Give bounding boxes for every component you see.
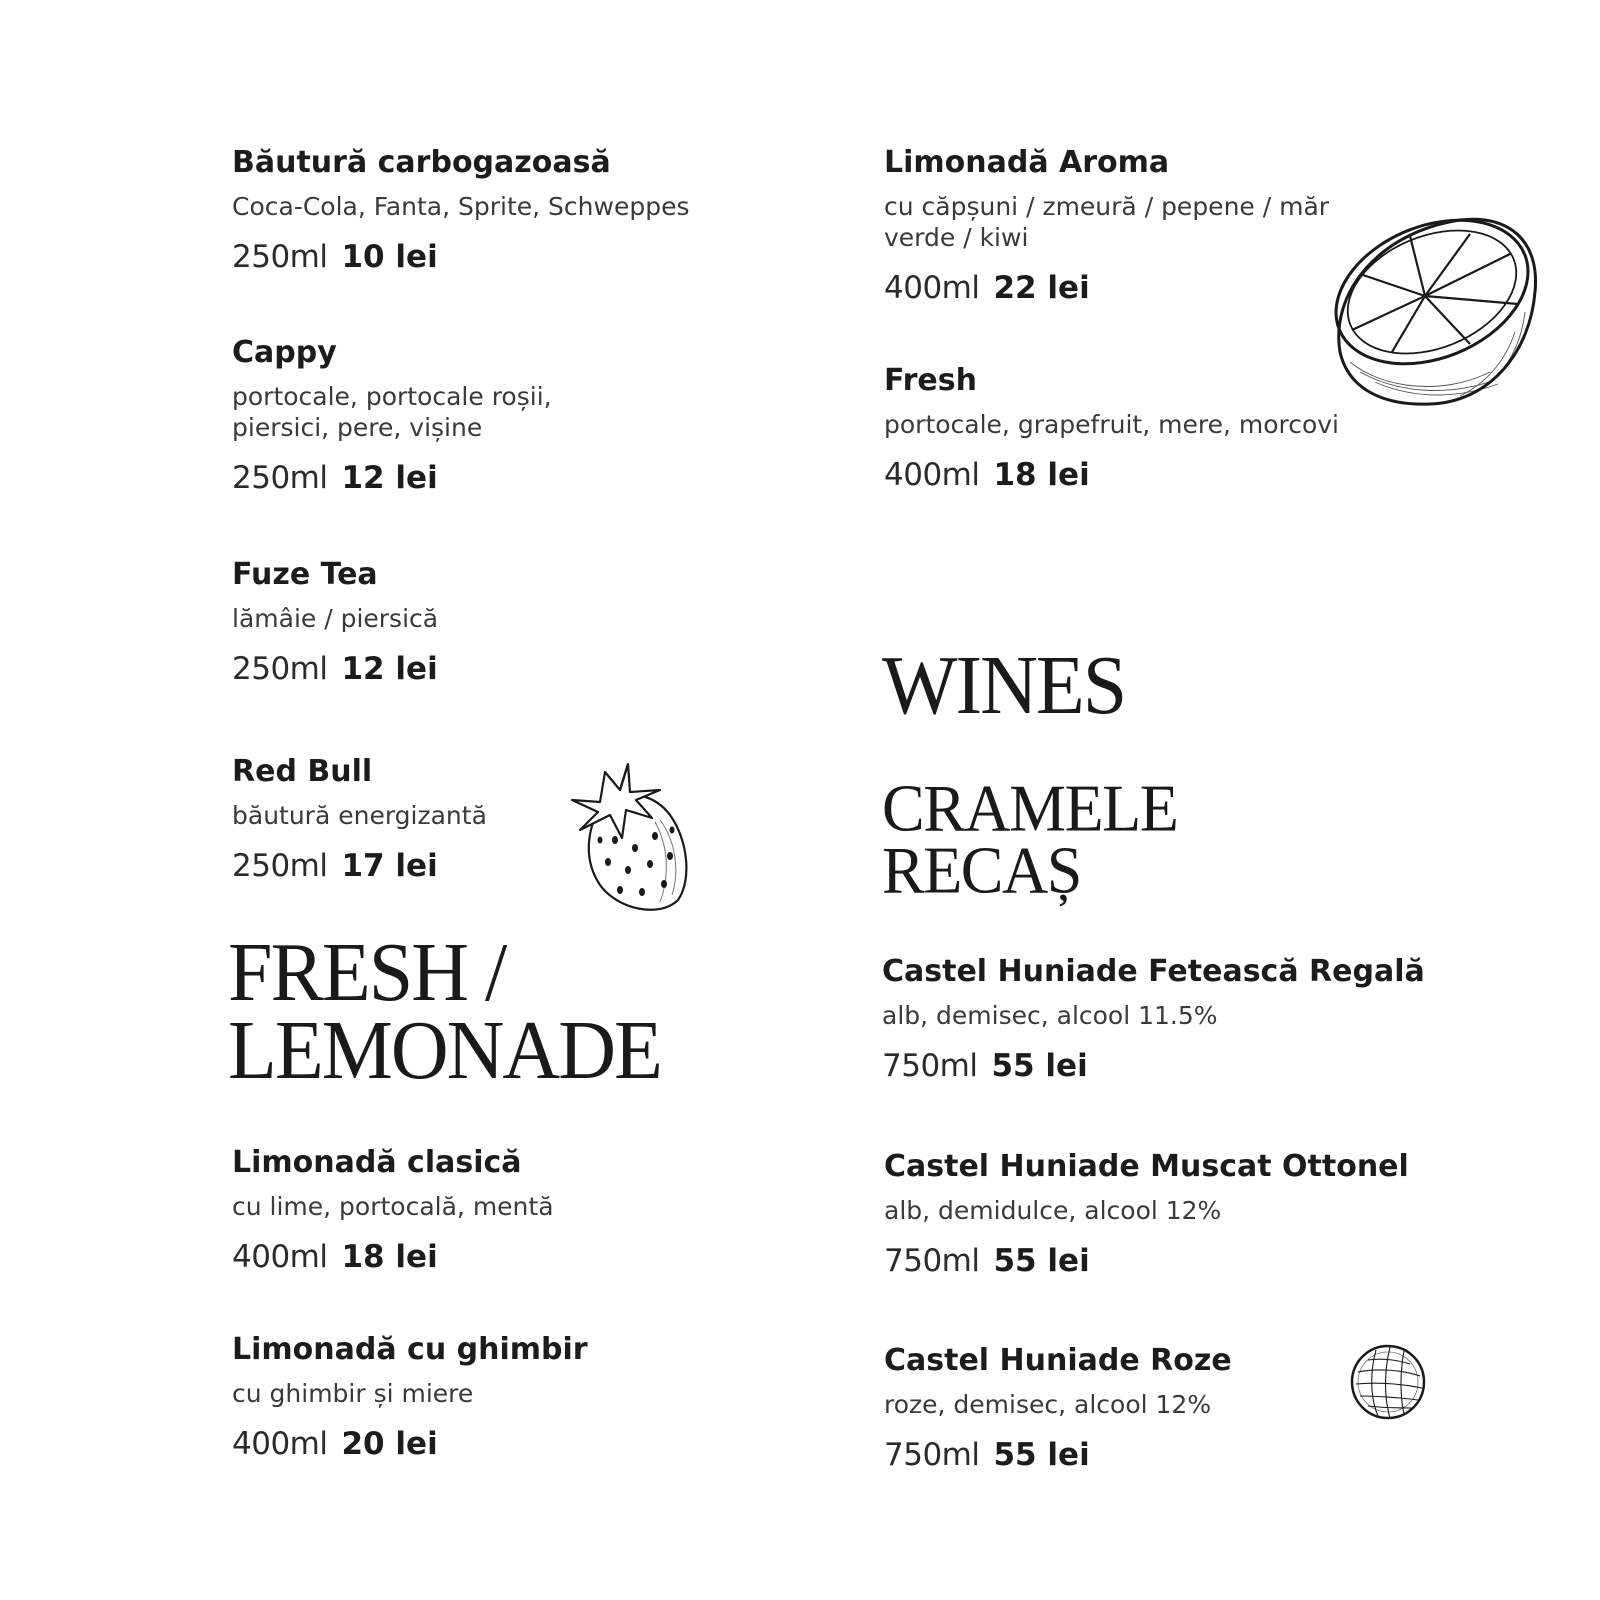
item-price-row <box>232 650 438 688</box>
item-price: 55 lei <box>991 1048 1088 1084</box>
item-volume: 750ml <box>884 1243 980 1279</box>
item-price: 12 lei <box>341 460 438 496</box>
grape-illustration <box>1348 1342 1428 1422</box>
item-name: Castel Huniade Fetească Regală <box>882 954 1425 989</box>
item-description: băutură energizantă <box>232 801 487 830</box>
item-description: lămâie / piersică <box>232 604 439 633</box>
producer-title <box>882 770 1178 908</box>
item-description: roze, demisec, alcool 12% <box>884 1390 1212 1419</box>
item-volume: 250ml <box>232 239 328 275</box>
item-volume: 400ml <box>232 1239 328 1275</box>
item-price-row <box>882 1047 1425 1085</box>
item-price: 55 lei <box>993 1437 1090 1473</box>
menu-item-wine-muscat <box>884 1149 1409 1280</box>
item-volume: 250ml <box>232 848 328 884</box>
item-volume: 750ml <box>884 1437 980 1473</box>
item-description: alb, demidulce, alcool 12% <box>884 1196 1222 1225</box>
item-description: cu ghimbir și miere <box>232 1379 474 1408</box>
item-price: 18 lei <box>341 1239 438 1275</box>
item-volume: 400ml <box>884 457 980 493</box>
item-price: 12 lei <box>341 651 438 687</box>
item-price: 22 lei <box>993 270 1090 306</box>
producer-title-line: RECAȘ <box>882 832 1081 908</box>
menu-item-fuze-tea <box>232 557 438 688</box>
item-description: alb, demisec, alcool 11.5% <box>882 1001 1218 1030</box>
item-price-row <box>884 1242 1409 1280</box>
menu-item-carbonated <box>232 145 689 276</box>
section-title-line: LEMONADE <box>228 1003 661 1097</box>
item-name: Cappy <box>232 335 337 370</box>
item-name: Castel Huniade Muscat Ottonel <box>884 1149 1409 1184</box>
menu-item-wine-roze <box>884 1343 1232 1474</box>
item-description: portocale, grapefruit, mere, morcovi <box>884 410 1340 439</box>
item-price-row <box>232 1425 588 1463</box>
strawberry-illustration <box>560 760 695 915</box>
item-name: Red Bull <box>232 754 373 789</box>
item-description: cu lime, portocală, mentă <box>232 1192 554 1221</box>
item-price: 55 lei <box>993 1243 1090 1279</box>
item-price-row <box>232 1238 554 1276</box>
section-title-wines <box>882 639 1126 732</box>
menu-item-red-bull <box>232 754 487 885</box>
producer-title-line: CRAMELE <box>882 770 1178 846</box>
item-description: Coca-Cola, Fanta, Sprite, Schweppes <box>232 192 690 221</box>
item-name: Fresh <box>884 363 977 398</box>
menu-item-limonada-aroma <box>884 145 1354 307</box>
menu-item-fresh <box>884 363 1339 494</box>
item-name: Castel Huniade Roze <box>884 1343 1232 1378</box>
item-price-row <box>232 238 689 276</box>
item-description: portocale, portocale roșii, piersici, pere, vișine <box>232 382 552 442</box>
item-volume: 400ml <box>884 270 980 306</box>
item-price-row <box>232 459 572 497</box>
menu-item-cappy <box>232 335 572 497</box>
item-name: Limonadă cu ghimbir <box>232 1332 588 1367</box>
item-price: 10 lei <box>341 239 438 275</box>
menu-item-limonada-ghimbir <box>232 1332 588 1463</box>
item-volume: 250ml <box>232 651 328 687</box>
item-name: Fuze Tea <box>232 557 378 592</box>
item-price-row <box>232 847 487 885</box>
menu-item-wine-feteasca <box>882 954 1425 1085</box>
section-title-fresh-lemonade <box>228 926 661 1097</box>
orange-half-illustration <box>1320 212 1545 412</box>
item-volume: 750ml <box>882 1048 978 1084</box>
item-price-row <box>884 456 1339 494</box>
item-description: cu căpșuni / zmeură / pepene / măr verde / kiwi <box>884 192 1330 252</box>
item-price: 20 lei <box>341 1426 438 1462</box>
item-price-row <box>884 1436 1232 1474</box>
menu-item-limonada-clasica <box>232 1145 554 1276</box>
item-name: Limonadă clasică <box>232 1145 522 1180</box>
item-price: 17 lei <box>341 848 438 884</box>
section-title-line: WINES <box>882 639 1126 732</box>
item-price-row <box>884 269 1354 307</box>
item-volume: 400ml <box>232 1426 328 1462</box>
item-name: Băutură carbogazoasă <box>232 145 611 180</box>
item-volume: 250ml <box>232 460 328 496</box>
item-price: 18 lei <box>993 457 1090 493</box>
section-title-line: FRESH / <box>228 926 506 1019</box>
item-name: Limonadă Aroma <box>884 145 1170 180</box>
